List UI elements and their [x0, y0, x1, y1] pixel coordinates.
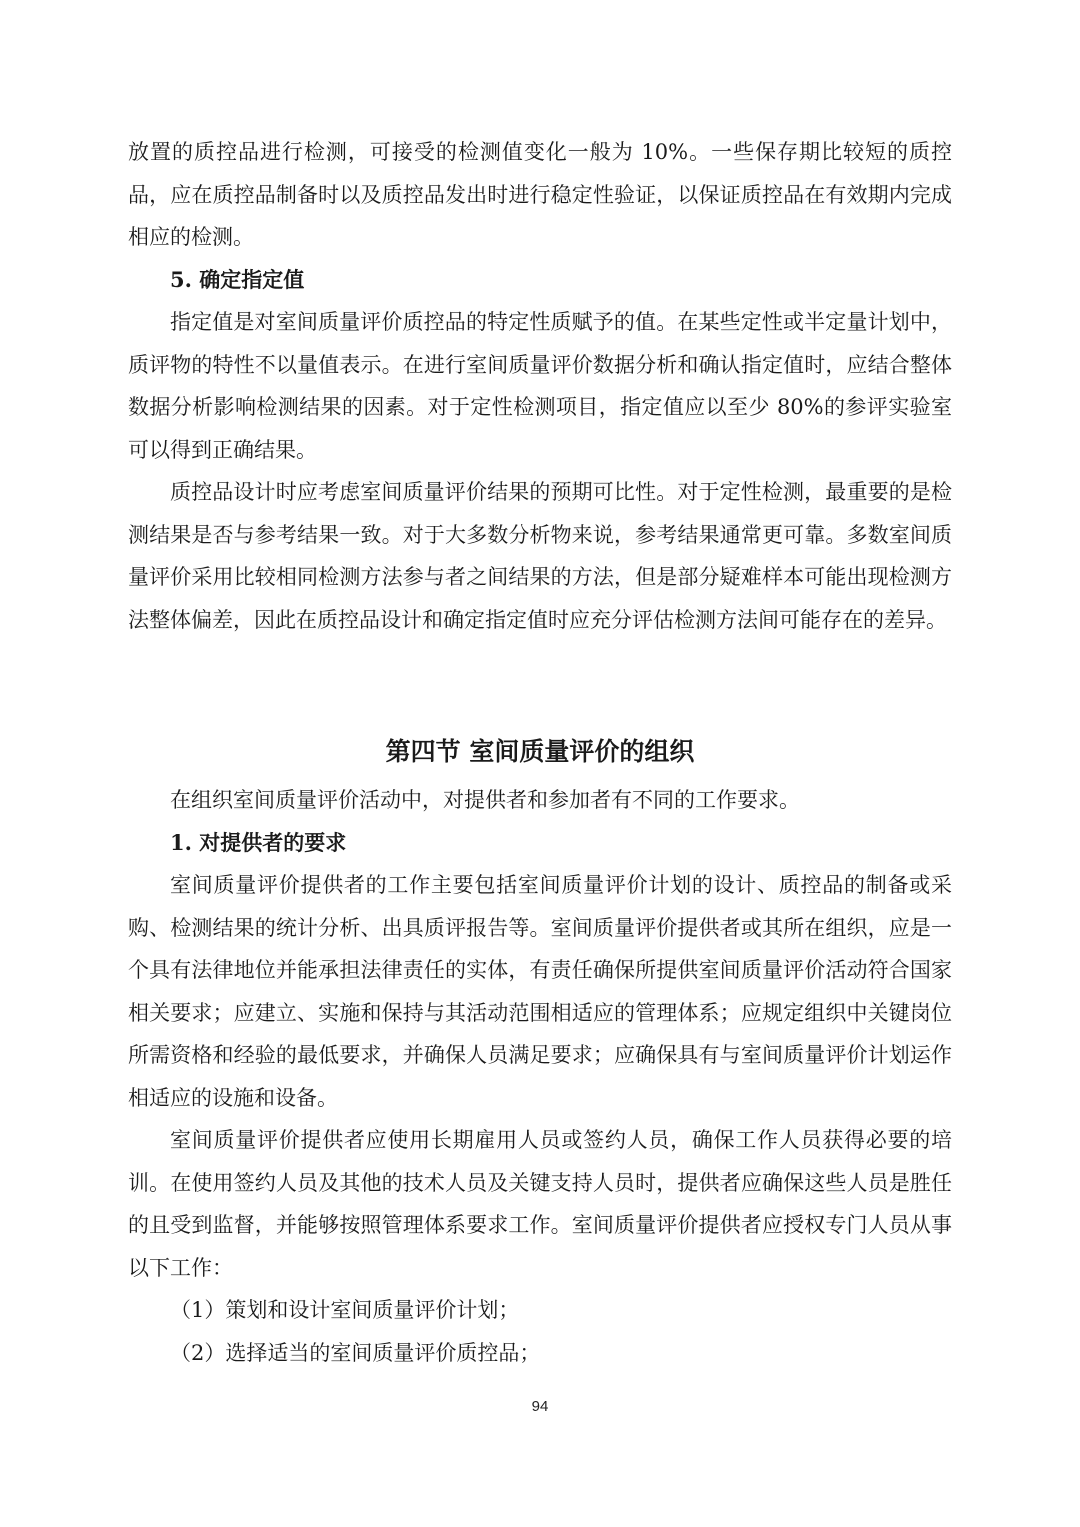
list-item: （2）选择适当的室间质量评价质控品；	[170, 1340, 541, 1365]
paragraph-provider-staff: 室间质量评价提供者应使用长期雇用人员或签约人员，确保工作人员获得必要的培训。在使用签约人员及其他的技术人员及关键支持人员时，提供者应确保这些人员是胜任的且受到监督，并能够按照管理体系要求工作。室间质量评价提供者应授权专门人员从事以下工作：	[128, 1128, 952, 1280]
heading-provider-requirements: 1. 对提供者的要求	[170, 829, 347, 855]
paragraph-provider-work: 室间质量评价提供者的工作主要包括室间质量评价计划的设计、质控品的制备或采购、检测结果的统计分析、出具质评报告等。室间质量评价提供者或其所在组织，应是一个具有法律地位并能承担法律责任的实体，有责任确保所提供室间质量评价活动符合国家相关要求；应建立、实施和保持与其活动范围相适应的管理体系；应规定组织中关键岗位所需资格和经验的最低要求，并确保人员满足要求；应确保具有与室间质量评价计划运作相适应的设施和设备。	[128, 873, 952, 1110]
section-intro: 在组织室间质量评价活动中，对提供者和参加者有不同的工作要求。	[170, 788, 800, 812]
section-title: 第四节 室间质量评价的组织	[385, 737, 695, 766]
page-number: 94	[531, 1398, 549, 1415]
heading-determine-assigned-value: 5. 确定指定值	[170, 266, 305, 292]
list-item: （1）策划和设计室间质量评价计划；	[170, 1298, 520, 1322]
paragraph-qc-design: 质控品设计时应考虑室间质量评价结果的预期可比性。对于定性检测，最重要的是检测结果是否与参考结果一致。对于大多数分析物来说，参考结果通常更可靠。多数室间质量评价采用比较相同检测方法参与者之间结果的方法，但是部分疑难样本可能出现检测方法整体偏差，因此在质控品设计和确定指定值时应充分评估检测方法间可能存在的差异。	[128, 480, 952, 632]
top-text-block	[128, 131, 952, 641]
paragraph-assigned-value: 指定值是对室间质量评价质控品的特定性质赋予的值。在某些定性或半定量计划中，质评物的特性不以量值表示。在进行室间质量评价数据分析和确认指定值时，应结合整体数据分析影响检测结果的因素。对于定性检测项目，指定值应以至少 80%的参评实验室可以得到正确结果。	[128, 310, 952, 462]
section-block	[128, 727, 952, 1374]
paragraph-continued: 放置的质控品进行检测，可接受的检测值变化一般为 10%。一些保存期比较短的质控品，应在质控品制备时以及质控品发出时进行稳定性验证，以保证质控品在有效期内完成相应的检测。	[128, 140, 952, 249]
